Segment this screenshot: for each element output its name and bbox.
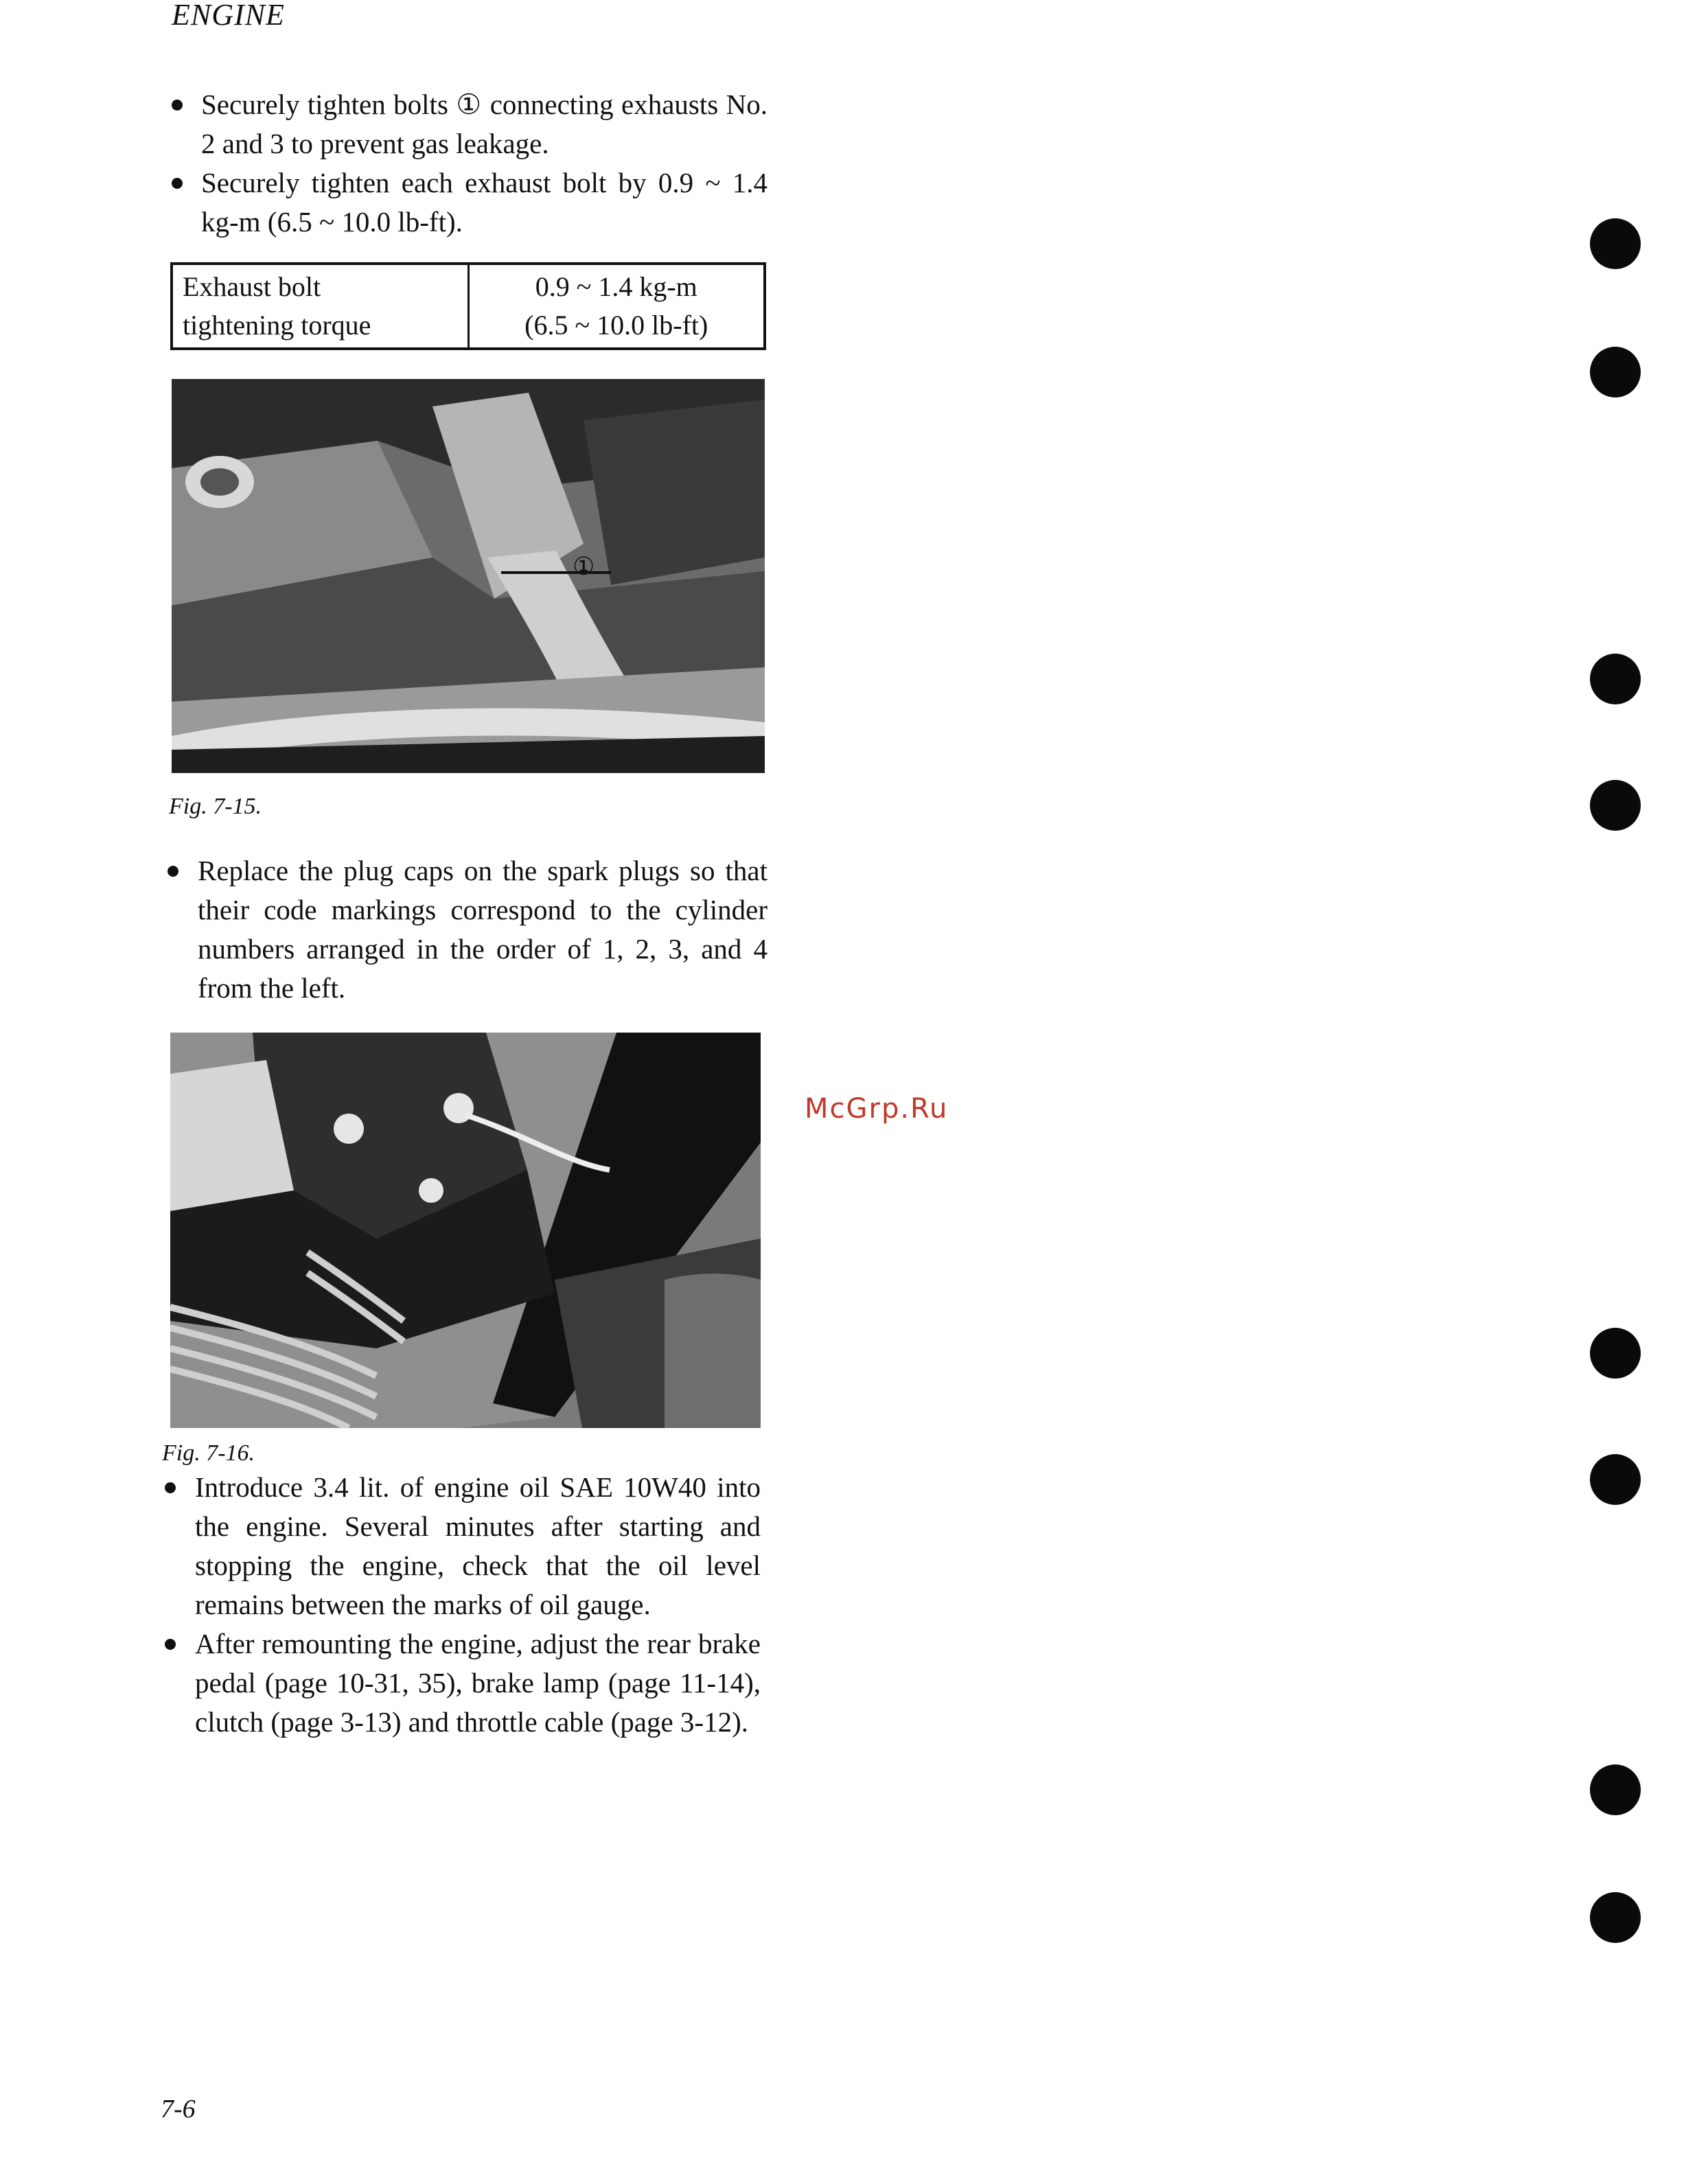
- bullet-dot-icon: [172, 178, 183, 189]
- spec-label-cell: [172, 264, 468, 349]
- bullet-dot-icon: [168, 866, 178, 877]
- torque-spec-table: [170, 262, 766, 350]
- bullet-list-oil-adjust: [163, 1468, 761, 1742]
- spec-label-line2: tightening torque: [183, 310, 371, 341]
- figure-caption: Fig. 7-16.: [162, 1440, 255, 1466]
- spec-value-line2: (6.5 ~ 10.0 lb-ft): [524, 310, 708, 341]
- punch-hole-icon: [1590, 1764, 1641, 1815]
- bullet-item: [163, 1624, 761, 1742]
- spec-label-line1: Exhaust bolt: [183, 271, 321, 302]
- bullet-text: Introduce 3.4 lit. of engine oil SAE 10W40 into the engine. Several minutes after starting and stopping the engine, check that the oil level remains between the marks of oil gauge.: [195, 1471, 761, 1620]
- punch-hole-icon: [1590, 1892, 1641, 1943]
- punch-hole-icon: [1590, 1454, 1641, 1505]
- bolt-callout-label: ①: [573, 553, 595, 580]
- punch-hole-icon: [1590, 347, 1641, 398]
- figure-caption: Fig. 7-15.: [169, 794, 262, 819]
- bullet-dot-icon: [165, 1482, 176, 1493]
- bullet-list-plug-caps: [163, 851, 768, 1008]
- exhaust-bolt-photo: [172, 379, 765, 773]
- bullet-list-exhaust: [163, 85, 768, 242]
- punch-hole-icon: [1590, 780, 1641, 831]
- bullet-dot-icon: [172, 100, 183, 111]
- punch-hole-icon: [1590, 654, 1641, 704]
- bullet-text: After remounting the engine, adjust the rear brake pedal (page 10-31, 35), brake lamp (page 11-14), clutch (page 3-13) and throttle cable (page 3-12).: [195, 1628, 761, 1738]
- bullet-text: Securely tighten bolts ① connecting exhausts No. 2 and 3 to prevent gas leakage.: [201, 89, 768, 159]
- bullet-text: Replace the plug caps on the spark plugs so that their code markings correspond to the cylinder numbers arranged in the order of 1, 2, 3, and 4 from the left.: [198, 855, 768, 1004]
- bullet-item: [163, 85, 768, 163]
- punch-hole-icon: [1590, 218, 1641, 269]
- bullet-item: [163, 1468, 761, 1624]
- punch-hole-icon: [1590, 1328, 1641, 1379]
- bullet-text: Securely tighten each exhaust bolt by 0.9 ~ 1.4 kg-m (6.5 ~ 10.0 lb-ft).: [201, 167, 768, 238]
- page-number: 7-6: [161, 2095, 196, 2124]
- spec-value-line1: 0.9 ~ 1.4 kg-m: [535, 271, 697, 302]
- bullet-dot-icon: [165, 1639, 176, 1650]
- bullet-item: [163, 163, 768, 242]
- section-header: ENGINE: [172, 0, 285, 32]
- spec-value-cell: [468, 264, 765, 349]
- bullet-item: [163, 851, 768, 1008]
- watermark-link[interactable]: McGrp.Ru: [805, 1093, 949, 1125]
- spark-plug-caps-photo: [170, 1033, 761, 1428]
